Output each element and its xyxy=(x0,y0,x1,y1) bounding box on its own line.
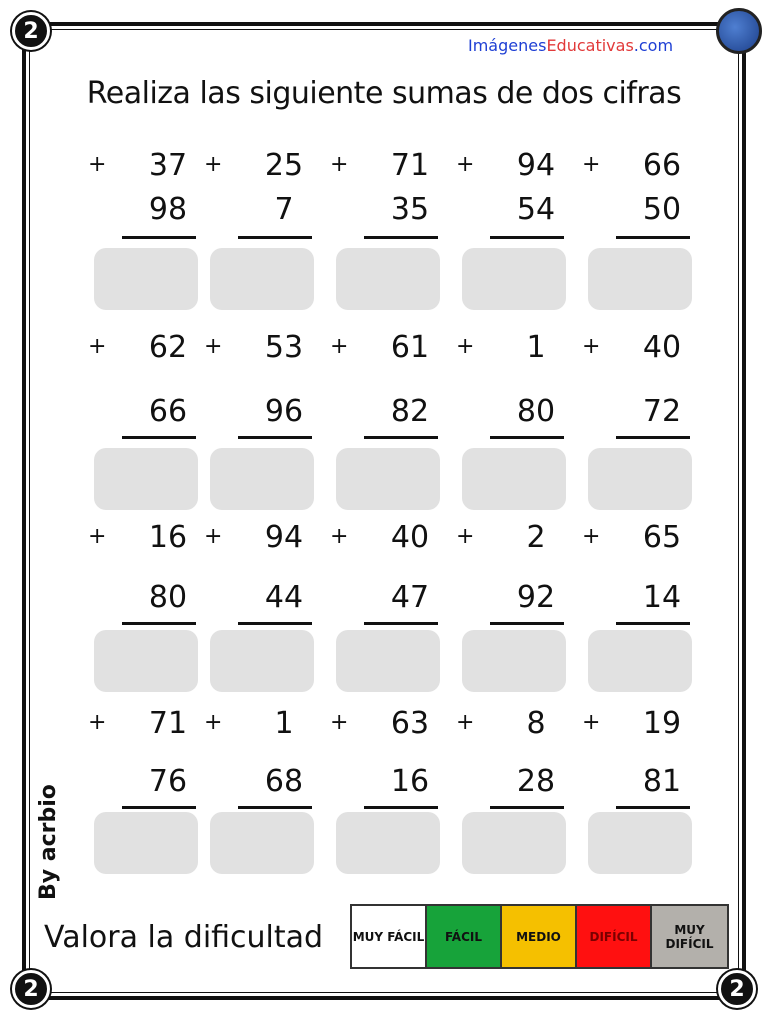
answer-box[interactable] xyxy=(462,448,566,510)
addend-top: 61 xyxy=(390,330,430,365)
plus-sign: + xyxy=(88,334,107,359)
difficulty-option[interactable]: MEDIO xyxy=(502,906,577,967)
author-logo-icon xyxy=(716,8,762,54)
answer-box[interactable] xyxy=(94,248,198,310)
answer-box[interactable] xyxy=(336,448,440,510)
addend-top: 94 xyxy=(516,148,556,183)
sum-line xyxy=(238,622,312,625)
addend-bottom: 54 xyxy=(516,192,556,227)
addend-top: 19 xyxy=(642,706,682,741)
answer-box[interactable] xyxy=(588,630,692,692)
plus-sign: + xyxy=(582,334,601,359)
worksheet-title: Realiza las siguiente sumas de dos cifras xyxy=(86,76,682,111)
addend-top: 71 xyxy=(390,148,430,183)
site-watermark-part: .com xyxy=(633,36,674,55)
addition-problem xyxy=(330,330,456,510)
answer-box[interactable] xyxy=(210,448,314,510)
addend-bottom: 96 xyxy=(264,394,304,429)
plus-sign: + xyxy=(456,524,475,549)
addition-problem xyxy=(204,148,330,310)
addend-bottom: 72 xyxy=(642,394,682,429)
plus-sign: + xyxy=(582,152,601,177)
addend-top: 1 xyxy=(274,706,294,741)
addend-bottom: 14 xyxy=(642,580,682,615)
answer-box[interactable] xyxy=(588,248,692,310)
plus-sign: + xyxy=(204,334,223,359)
answer-box[interactable] xyxy=(210,812,314,874)
addend-top: 53 xyxy=(264,330,304,365)
addition-problem xyxy=(456,330,582,510)
addition-problem xyxy=(456,520,582,692)
plus-sign: + xyxy=(204,710,223,735)
sum-line xyxy=(616,806,690,809)
sum-line xyxy=(490,436,564,439)
answer-box[interactable] xyxy=(210,248,314,310)
addition-problem xyxy=(88,330,214,510)
plus-sign: + xyxy=(456,152,475,177)
addition-problem xyxy=(582,520,708,692)
sum-line xyxy=(122,236,196,239)
addition-problem xyxy=(88,148,214,310)
plus-sign: + xyxy=(88,710,107,735)
answer-box[interactable] xyxy=(336,248,440,310)
answer-box[interactable] xyxy=(94,812,198,874)
addition-problem xyxy=(582,706,708,874)
addend-bottom: 80 xyxy=(516,394,556,429)
sum-line xyxy=(490,622,564,625)
plus-sign: + xyxy=(456,710,475,735)
addition-problem xyxy=(204,520,330,692)
sum-line xyxy=(122,806,196,809)
answer-box[interactable] xyxy=(462,812,566,874)
addition-problem xyxy=(582,330,708,510)
addend-top: 2 xyxy=(526,520,546,555)
plus-sign: + xyxy=(330,710,349,735)
addend-top: 40 xyxy=(642,330,682,365)
addition-problem xyxy=(582,148,708,310)
page-number-badge-bottom-right: 2 xyxy=(718,970,756,1008)
sum-line xyxy=(238,436,312,439)
sum-line xyxy=(364,622,438,625)
addend-bottom: 81 xyxy=(642,764,682,799)
addition-problem xyxy=(456,148,582,310)
addition-problem xyxy=(204,706,330,874)
addend-top: 40 xyxy=(390,520,430,555)
difficulty-option[interactable]: FÁCIL xyxy=(427,906,502,967)
addend-bottom: 44 xyxy=(264,580,304,615)
page-number-badge-top: 2 xyxy=(12,12,50,50)
answer-box[interactable] xyxy=(336,630,440,692)
answer-box[interactable] xyxy=(336,812,440,874)
addition-problem xyxy=(330,706,456,874)
addend-bottom: 68 xyxy=(264,764,304,799)
addend-bottom: 16 xyxy=(390,764,430,799)
difficulty-option[interactable]: MUY DIFÍCIL xyxy=(652,906,727,967)
sum-line xyxy=(364,236,438,239)
answer-box[interactable] xyxy=(94,448,198,510)
addition-problem xyxy=(456,706,582,874)
addend-top: 62 xyxy=(148,330,188,365)
addend-top: 94 xyxy=(264,520,304,555)
sum-line xyxy=(238,236,312,239)
site-watermark-part: Imágenes xyxy=(468,36,547,55)
addition-problem xyxy=(204,330,330,510)
sum-line xyxy=(238,806,312,809)
addend-top: 71 xyxy=(148,706,188,741)
addend-top: 37 xyxy=(148,148,188,183)
addend-bottom: 66 xyxy=(148,394,188,429)
addend-top: 8 xyxy=(526,706,546,741)
plus-sign: + xyxy=(88,524,107,549)
answer-box[interactable] xyxy=(94,630,198,692)
difficulty-option[interactable]: MUY FÁCIL xyxy=(352,906,427,967)
addend-top: 25 xyxy=(264,148,304,183)
addend-bottom: 47 xyxy=(390,580,430,615)
sum-line xyxy=(122,436,196,439)
addend-bottom: 76 xyxy=(148,764,188,799)
plus-sign: + xyxy=(582,710,601,735)
addend-bottom: 7 xyxy=(274,192,294,227)
difficulty-option[interactable]: DIFÍCIL xyxy=(577,906,652,967)
addend-bottom: 82 xyxy=(390,394,430,429)
site-watermark xyxy=(468,36,673,55)
addend-bottom: 50 xyxy=(642,192,682,227)
answer-box[interactable] xyxy=(210,630,314,692)
addend-bottom: 80 xyxy=(148,580,188,615)
sum-line xyxy=(490,806,564,809)
answer-box[interactable] xyxy=(462,248,566,310)
site-watermark-part: Educativas xyxy=(546,36,634,55)
addend-bottom: 35 xyxy=(390,192,430,227)
addend-bottom: 28 xyxy=(516,764,556,799)
plus-sign: + xyxy=(204,524,223,549)
addend-bottom: 92 xyxy=(516,580,556,615)
sum-line xyxy=(122,622,196,625)
page-number-badge-bottom-left: 2 xyxy=(12,970,50,1008)
difficulty-label: Valora la dificultad xyxy=(44,920,324,955)
plus-sign: + xyxy=(330,334,349,359)
addition-problem xyxy=(88,520,214,692)
answer-box[interactable] xyxy=(462,630,566,692)
addend-top: 65 xyxy=(642,520,682,555)
addition-problem xyxy=(88,706,214,874)
addend-top: 1 xyxy=(526,330,546,365)
plus-sign: + xyxy=(456,334,475,359)
author-credit: By acrbio xyxy=(36,784,61,900)
plus-sign: + xyxy=(330,524,349,549)
sum-line xyxy=(490,236,564,239)
sum-line xyxy=(364,806,438,809)
answer-box[interactable] xyxy=(588,812,692,874)
answer-box[interactable] xyxy=(588,448,692,510)
difficulty-scale xyxy=(350,904,729,969)
plus-sign: + xyxy=(582,524,601,549)
sum-line xyxy=(616,236,690,239)
addend-bottom: 98 xyxy=(148,192,188,227)
plus-sign: + xyxy=(330,152,349,177)
addition-problem xyxy=(330,148,456,310)
sum-line xyxy=(364,436,438,439)
plus-sign: + xyxy=(88,152,107,177)
plus-sign: + xyxy=(204,152,223,177)
addition-problem xyxy=(330,520,456,692)
sum-line xyxy=(616,436,690,439)
addend-top: 66 xyxy=(642,148,682,183)
addend-top: 63 xyxy=(390,706,430,741)
addend-top: 16 xyxy=(148,520,188,555)
sum-line xyxy=(616,622,690,625)
